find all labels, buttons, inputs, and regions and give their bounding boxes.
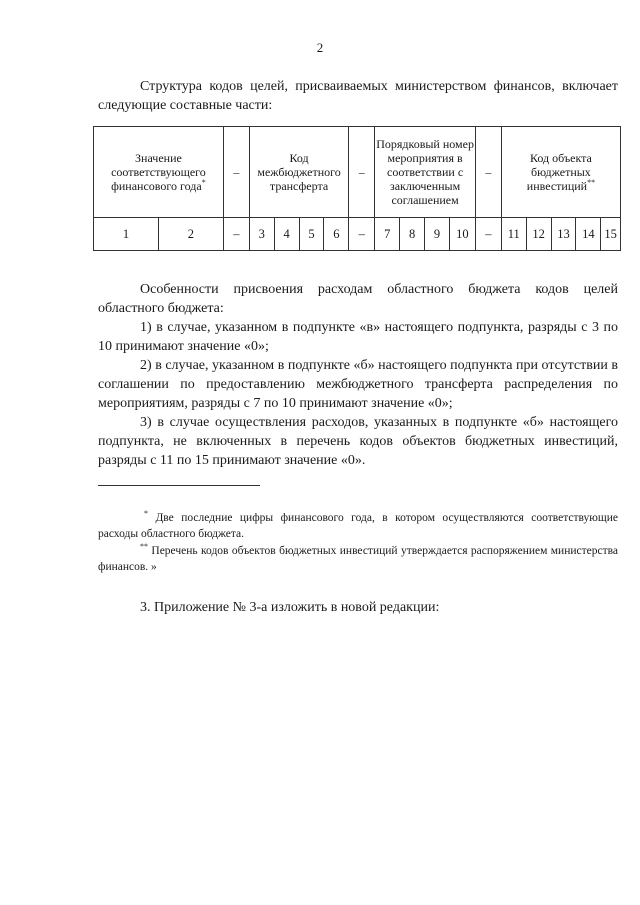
page-number: 2 [316, 40, 324, 55]
header-object: Код объекта бюджетных инвестиций** [501, 127, 620, 218]
header-transfer: Код межбюджетного трансферта [249, 127, 349, 218]
digit-cell: 2 [158, 218, 223, 251]
footnote-1-mark: * [144, 509, 148, 519]
intro-paragraph: Структура кодов целей, присваиваемых министерством финансов, включает следующие составные части: [98, 79, 618, 113]
digit-cell: 11 [501, 218, 526, 251]
footnote-1-text: Две последние цифры финансового года, в котором осуществляются соответствующие расходы областного бюджета. [98, 512, 619, 540]
digit-cell: 13 [551, 218, 576, 251]
footnote-2-text: Перечень кодов объектов бюджетных инвестиций утверждается распоряжением министерства финансов. » [98, 545, 618, 573]
digit-cell: – [475, 218, 501, 251]
digit-cell: 1 [94, 218, 159, 251]
header-event: Порядковый номер мероприятия в соответствии с заключенным соглашением [375, 127, 476, 218]
footnote-2-mark: ** [140, 542, 148, 552]
header-dash-3: – [475, 127, 501, 218]
item-3-paragraph: 3. Приложение № 3-а изложить в новой редакции: [140, 600, 440, 615]
digit-cell: 4 [274, 218, 299, 251]
table-digits-row [94, 218, 621, 251]
digit-cell: 14 [576, 218, 601, 251]
code-structure-table [93, 126, 621, 251]
footnote-separator [98, 485, 260, 486]
digit-cell: 12 [526, 218, 551, 251]
digit-cell: 6 [324, 218, 349, 251]
digit-cell: – [223, 218, 249, 251]
digit-cell: 7 [375, 218, 400, 251]
digit-cell: 15 [601, 218, 621, 251]
rule-3-paragraph: 3) в случае осуществления расходов, указанных в подпункте «б» настоящего подпункта, не включенных в перечень кодов объектов бюджетных инвестиций, разряды с 11 по 15 принимают значение «0». [98, 415, 618, 468]
digit-cell: 3 [249, 218, 274, 251]
table-header-row [94, 127, 621, 218]
header-year: Значение соответствующего финансового года* [94, 127, 224, 218]
digit-cell: 9 [425, 218, 450, 251]
rule-1-paragraph: 1) в случае, указанном в подпункте «в» настоящего подпункта, разряды с 3 по 10 принимают значение «0»; [98, 320, 618, 354]
footnote-1 [98, 510, 618, 542]
rule-2-paragraph: 2) в случае, указанном в подпункте «б» настоящего подпункта при отсутствии в соглашении по предоставлению межбюджетного трансферта распределения по мероприятиям, разряды с 7 по 10 принимают значение «0»; [98, 358, 618, 411]
features-intro-paragraph: Особенности присвоения расходам областного бюджета кодов целей областного бюджета: [98, 282, 618, 316]
digit-cell: – [349, 218, 375, 251]
header-dash-2: – [349, 127, 375, 218]
header-dash-1: – [223, 127, 249, 218]
digit-cell: 10 [449, 218, 475, 251]
digit-cell: 5 [299, 218, 324, 251]
digit-cell: 8 [400, 218, 425, 251]
footnote-2 [98, 543, 618, 575]
